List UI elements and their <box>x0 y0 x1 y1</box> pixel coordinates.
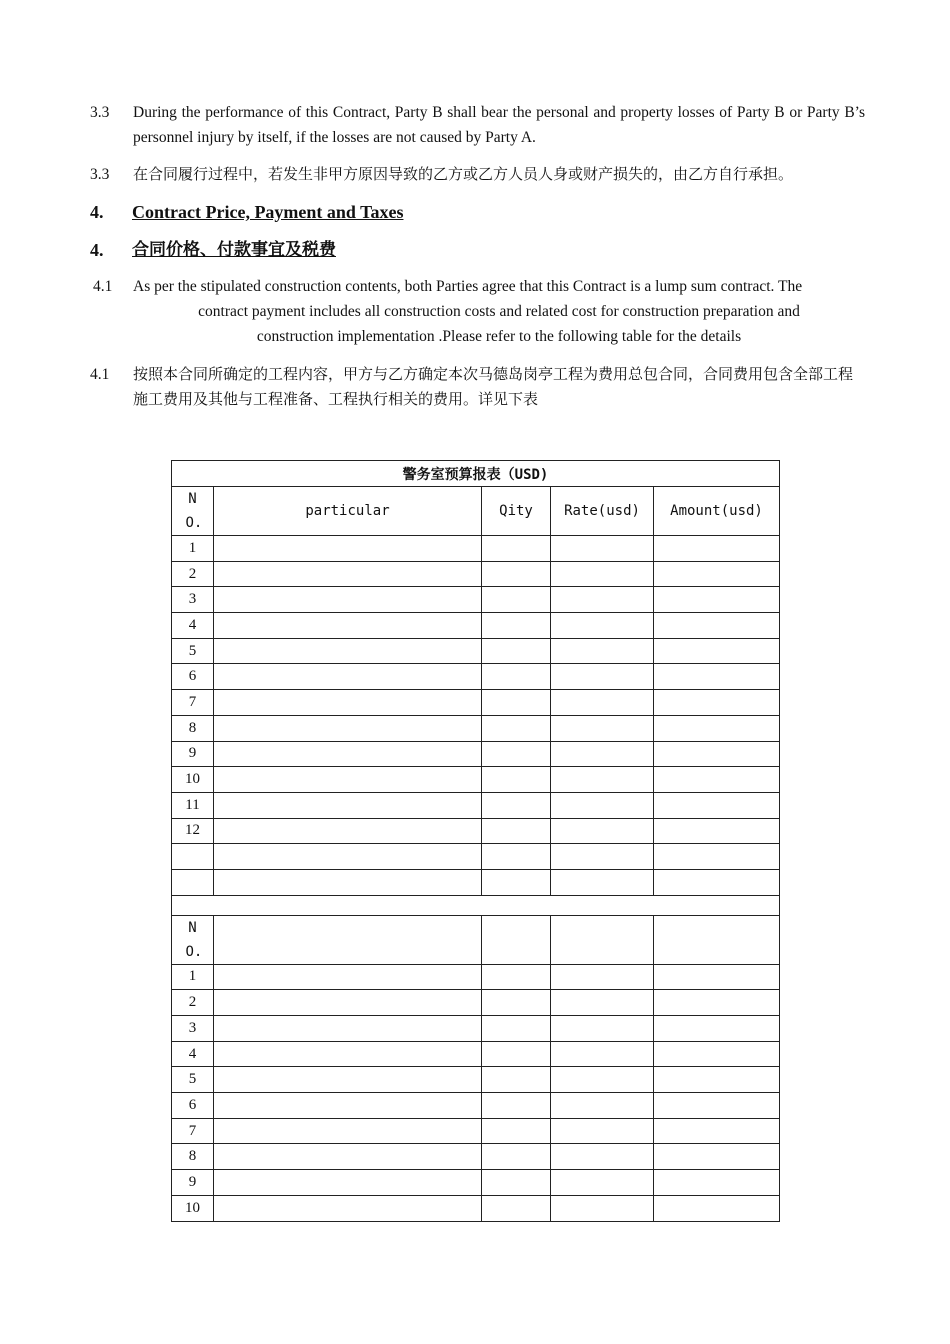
section-heading-en <box>90 200 403 224</box>
budget-table <box>171 460 780 1222</box>
table-row <box>172 587 780 613</box>
rate-cell <box>551 690 654 716</box>
row-number: 12 <box>172 818 214 844</box>
table-row <box>172 990 780 1016</box>
table-title: 警务室预算报表（USD) <box>172 461 780 487</box>
amount-cell <box>654 561 780 587</box>
amount-cell <box>654 1016 780 1042</box>
particular-cell <box>214 990 482 1016</box>
rate-cell <box>551 818 654 844</box>
qty-cell <box>482 844 551 870</box>
rate-cell <box>551 715 654 741</box>
particular-cell <box>214 844 482 870</box>
row-number: 4 <box>172 1041 214 1067</box>
header-particular: particular <box>214 487 482 536</box>
rate-cell <box>551 1170 654 1196</box>
table-row <box>172 664 780 690</box>
amount-cell <box>654 1093 780 1119</box>
clause-3-3-en <box>90 100 865 150</box>
clause-4-1-cn <box>90 362 855 412</box>
particular-cell <box>214 767 482 793</box>
amount-cell <box>654 869 780 895</box>
particular-cell <box>214 818 482 844</box>
rate-cell <box>551 869 654 895</box>
rate-cell <box>551 741 654 767</box>
rate-cell <box>551 664 654 690</box>
qty-cell <box>482 792 551 818</box>
particular-cell <box>214 536 482 562</box>
amount-cell <box>654 1118 780 1144</box>
header-amount: Amount(usd) <box>654 487 780 536</box>
row-number: 1 <box>172 964 214 990</box>
qty-cell <box>482 964 551 990</box>
row-number: 4 <box>172 613 214 639</box>
particular-cell <box>214 964 482 990</box>
table-header-row-2 <box>172 915 780 964</box>
particular-cell <box>214 1093 482 1119</box>
spacer-cell <box>172 895 780 915</box>
table-row <box>172 1093 780 1119</box>
table-row <box>172 536 780 562</box>
amount-cell <box>654 990 780 1016</box>
row-number <box>172 869 214 895</box>
qty-cell <box>482 1195 551 1221</box>
clause-line: As per the stipulated construction contents, both Parties agree that this Contract is a lump sum contract. The <box>133 278 803 295</box>
qty-cell <box>482 536 551 562</box>
row-number: 6 <box>172 1093 214 1119</box>
qty-cell <box>482 741 551 767</box>
clause-text: 按照本合同所确定的工程内容，甲方与乙方确定本次马德岛岗亭工程为费用总包合同，合同费用包含全部工程施工费用及其他与工程准备、工程执行相关的费用。详见下表 <box>133 365 854 408</box>
qty-cell <box>482 1093 551 1119</box>
amount-cell <box>654 818 780 844</box>
qty-cell <box>482 1016 551 1042</box>
particular-cell <box>214 587 482 613</box>
row-number: 9 <box>172 741 214 767</box>
rate-cell <box>551 638 654 664</box>
amount-cell <box>654 587 780 613</box>
table-row <box>172 869 780 895</box>
row-number: 3 <box>172 587 214 613</box>
table-row <box>172 1067 780 1093</box>
amount-cell <box>654 638 780 664</box>
table-row <box>172 1195 780 1221</box>
qty-cell <box>482 767 551 793</box>
rate-cell <box>551 1144 654 1170</box>
qty-cell <box>482 715 551 741</box>
rate-cell <box>551 1118 654 1144</box>
particular-cell <box>214 561 482 587</box>
row-number: 1 <box>172 536 214 562</box>
rate-cell <box>551 964 654 990</box>
qty-cell <box>482 613 551 639</box>
particular-cell <box>214 1067 482 1093</box>
table-row <box>172 1144 780 1170</box>
qty-cell <box>482 1144 551 1170</box>
amount-cell <box>654 741 780 767</box>
particular-cell <box>214 638 482 664</box>
row-number: 10 <box>172 1195 214 1221</box>
particular-cell <box>214 1016 482 1042</box>
clause-number: 3.3 <box>90 166 110 183</box>
row-number: 5 <box>172 1067 214 1093</box>
header-rate: Rate(usd) <box>551 487 654 536</box>
table-row <box>172 715 780 741</box>
amount-cell <box>654 844 780 870</box>
amount-cell <box>654 1041 780 1067</box>
table-row <box>172 741 780 767</box>
particular-cell <box>214 741 482 767</box>
amount-cell <box>654 1170 780 1196</box>
table-row <box>172 1016 780 1042</box>
particular-cell <box>214 1195 482 1221</box>
rate-cell <box>551 767 654 793</box>
row-number: 2 <box>172 561 214 587</box>
qty-cell <box>482 1118 551 1144</box>
section-heading-cn <box>90 238 336 262</box>
amount-cell <box>654 964 780 990</box>
rate-cell <box>551 587 654 613</box>
rate-cell <box>551 990 654 1016</box>
particular-cell <box>214 1144 482 1170</box>
table-row <box>172 638 780 664</box>
qty-cell <box>482 690 551 716</box>
clause-line: construction implementation .Please refer to the following table for the details <box>256 328 742 345</box>
qty-cell <box>482 818 551 844</box>
section-number: 4. <box>90 202 104 222</box>
table-header-row <box>172 487 780 536</box>
header-no: NO. <box>172 915 214 964</box>
clause-text: 在合同履行过程中，若发生非甲方原因导致的乙方或乙方人员人身或财产损失的，由乙方自行承担。 <box>133 165 794 183</box>
clause-line: contract payment includes all construction costs and related cost for construction preparation and <box>198 303 800 320</box>
amount-cell <box>654 1195 780 1221</box>
particular-cell <box>214 664 482 690</box>
qty-cell <box>482 869 551 895</box>
rate-cell <box>551 844 654 870</box>
row-number: 8 <box>172 715 214 741</box>
particular-cell <box>214 869 482 895</box>
header-particular <box>214 915 482 964</box>
table-row <box>172 1041 780 1067</box>
rate-cell <box>551 792 654 818</box>
header-no: NO. <box>172 487 214 536</box>
qty-cell <box>482 561 551 587</box>
clause-number: 3.3 <box>90 104 110 121</box>
amount-cell <box>654 690 780 716</box>
amount-cell <box>654 715 780 741</box>
table-row <box>172 561 780 587</box>
section-title: 合同价格、付款事宜及税费 <box>132 240 336 260</box>
qty-cell <box>482 1041 551 1067</box>
clause-text: During the performance of this Contract, Party B shall bear the personal and property losses of Party B or Party B’s personnel injury by itself, if the losses are not caused by Party A. <box>133 104 865 146</box>
row-number: 5 <box>172 638 214 664</box>
particular-cell <box>214 613 482 639</box>
header-amount <box>654 915 780 964</box>
row-number: 6 <box>172 664 214 690</box>
clause-number: 4.1 <box>90 366 110 383</box>
rate-cell <box>551 1016 654 1042</box>
amount-cell <box>654 664 780 690</box>
particular-cell <box>214 1170 482 1196</box>
particular-cell <box>214 690 482 716</box>
row-number: 3 <box>172 1016 214 1042</box>
header-rate <box>551 915 654 964</box>
table-row <box>172 1118 780 1144</box>
clause-number: 4.1 <box>93 278 113 295</box>
amount-cell <box>654 767 780 793</box>
table-spacer-row <box>172 895 780 915</box>
table-row <box>172 792 780 818</box>
row-number: 7 <box>172 690 214 716</box>
qty-cell <box>482 990 551 1016</box>
row-number: 7 <box>172 1118 214 1144</box>
qty-cell <box>482 587 551 613</box>
particular-cell <box>214 1041 482 1067</box>
header-qty: Qity <box>482 487 551 536</box>
row-number: 11 <box>172 792 214 818</box>
particular-cell <box>214 715 482 741</box>
qty-cell <box>482 664 551 690</box>
row-number <box>172 844 214 870</box>
rate-cell <box>551 1067 654 1093</box>
section-number: 4. <box>90 240 104 260</box>
amount-cell <box>654 613 780 639</box>
rate-cell <box>551 1041 654 1067</box>
row-number: 2 <box>172 990 214 1016</box>
qty-cell <box>482 1067 551 1093</box>
row-number: 9 <box>172 1170 214 1196</box>
amount-cell <box>654 536 780 562</box>
table-row <box>172 818 780 844</box>
qty-cell <box>482 638 551 664</box>
rate-cell <box>551 1093 654 1119</box>
rate-cell <box>551 1195 654 1221</box>
rate-cell <box>551 561 654 587</box>
rate-cell <box>551 613 654 639</box>
amount-cell <box>654 1144 780 1170</box>
table-row <box>172 844 780 870</box>
rate-cell <box>551 536 654 562</box>
row-number: 10 <box>172 767 214 793</box>
table-row <box>172 964 780 990</box>
table-row <box>172 767 780 793</box>
amount-cell <box>654 1067 780 1093</box>
clause-4-1-en <box>90 274 865 349</box>
header-qty <box>482 915 551 964</box>
table-row <box>172 690 780 716</box>
particular-cell <box>214 792 482 818</box>
section-title: Contract Price, Payment and Taxes <box>132 202 404 222</box>
clause-3-3-cn <box>90 162 865 187</box>
amount-cell <box>654 792 780 818</box>
table-row <box>172 1170 780 1196</box>
table-title-row <box>172 461 780 487</box>
table-row <box>172 613 780 639</box>
qty-cell <box>482 1170 551 1196</box>
particular-cell <box>214 1118 482 1144</box>
row-number: 8 <box>172 1144 214 1170</box>
